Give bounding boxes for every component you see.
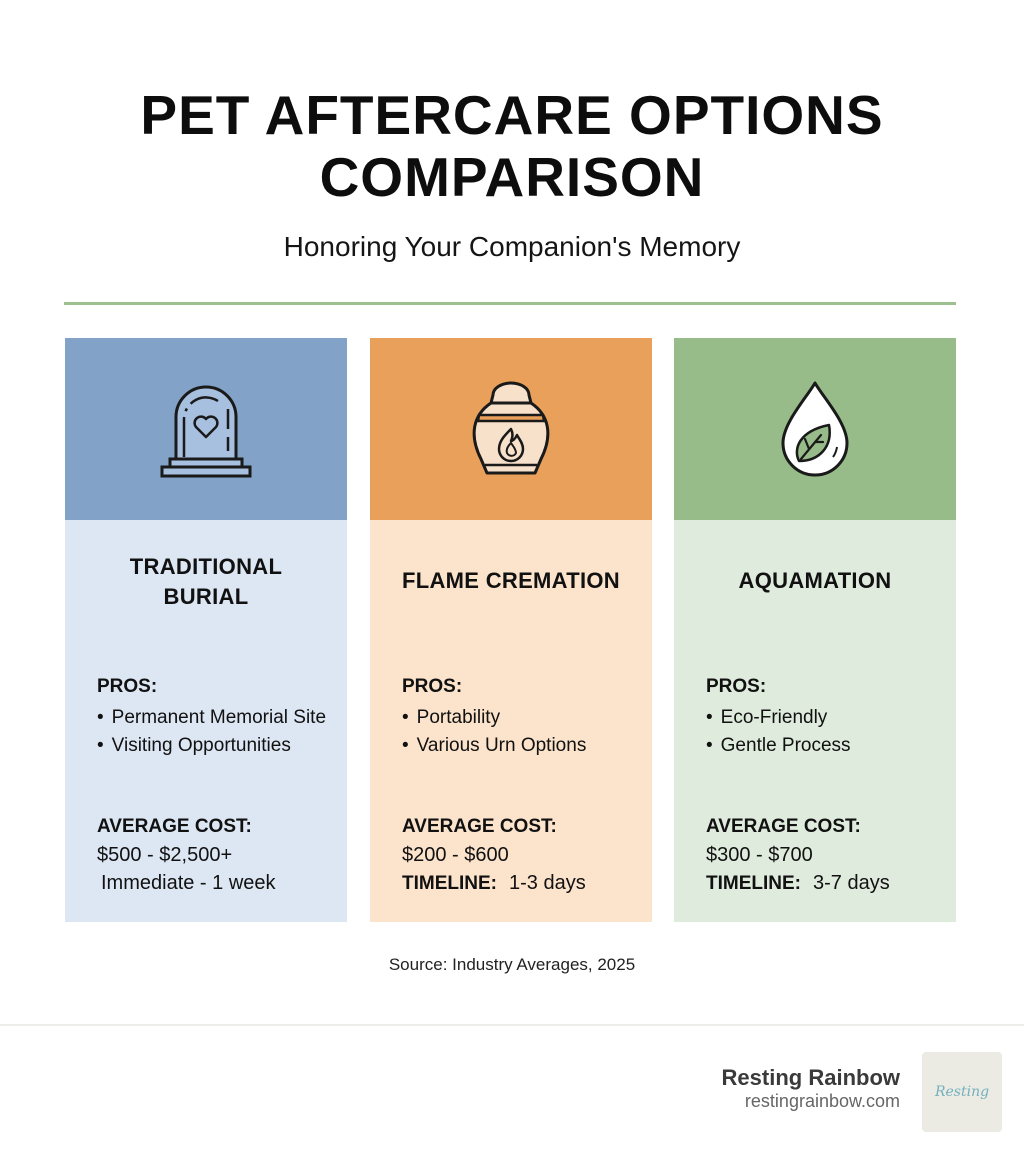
card-title-line-1: TRADITIONAL xyxy=(129,554,283,579)
card-header xyxy=(674,338,956,520)
pros-label: PROS: xyxy=(97,676,158,697)
brand-logo xyxy=(922,1052,1002,1132)
card-body xyxy=(674,520,956,922)
card-header xyxy=(370,338,652,520)
timeline-value: 3-7 days xyxy=(813,872,890,894)
cost-value: $300 - $700 xyxy=(706,844,813,866)
timeline-label: TIMELINE: xyxy=(402,873,497,894)
pros-list xyxy=(706,704,851,760)
headstone-heart-icon xyxy=(158,379,254,479)
pros-item: • Eco-Friendly xyxy=(706,704,851,732)
title-line-1: PET AFTERCARE OPTIONS xyxy=(140,84,884,146)
brand-name: Resting Rainbow xyxy=(721,1065,900,1090)
pros-item: • Permanent Memorial Site xyxy=(97,704,326,732)
header-divider xyxy=(64,302,956,305)
card-title xyxy=(65,552,347,612)
cost-value: $500 - $2,500+ xyxy=(97,844,233,866)
pros-item: • Portability xyxy=(402,704,586,732)
card-aquamation xyxy=(674,338,956,922)
pros-item: • Visiting Opportunities xyxy=(97,732,326,760)
brand-logo-text: Resting xyxy=(934,1084,990,1100)
timeline xyxy=(402,872,586,895)
card-body xyxy=(370,520,652,922)
pros-label: PROS: xyxy=(402,676,463,697)
card-title: AQUAMATION xyxy=(738,568,892,593)
pros-list xyxy=(402,704,586,760)
pros-item: • Various Urn Options xyxy=(402,732,586,760)
title-line-2: COMPARISON xyxy=(319,146,705,208)
brand-url[interactable]: restingrainbow.com xyxy=(744,1091,900,1111)
timeline-value: 1-3 days xyxy=(509,872,586,894)
cost-label: AVERAGE COST: xyxy=(402,816,557,837)
source-note: Source: Industry Averages, 2025 xyxy=(388,955,636,974)
footer-divider xyxy=(0,1024,1024,1026)
timeline xyxy=(101,872,276,895)
urn-flame-icon xyxy=(469,377,553,481)
page-subtitle: Honoring Your Companion's Memory xyxy=(283,231,741,262)
pros-item: • Gentle Process xyxy=(706,732,851,760)
card-header xyxy=(65,338,347,520)
timeline xyxy=(706,872,890,895)
timeline-label: TIMELINE: xyxy=(706,873,801,894)
water-drop-leaf-icon xyxy=(777,379,853,479)
card-flame-cremation xyxy=(370,338,652,922)
cost-label: AVERAGE COST: xyxy=(97,816,252,837)
cost-label: AVERAGE COST: xyxy=(706,816,861,837)
pros-label: PROS: xyxy=(706,676,767,697)
page-title xyxy=(0,84,1024,208)
cost-value: $200 - $600 xyxy=(402,844,509,866)
card-title: FLAME CREMATION xyxy=(402,568,620,593)
pros-list xyxy=(97,704,326,760)
card-title-line-2: BURIAL xyxy=(163,584,249,609)
card-body xyxy=(65,520,347,922)
card-traditional-burial xyxy=(65,338,347,922)
timeline-value: Immediate - 1 week xyxy=(101,872,276,894)
